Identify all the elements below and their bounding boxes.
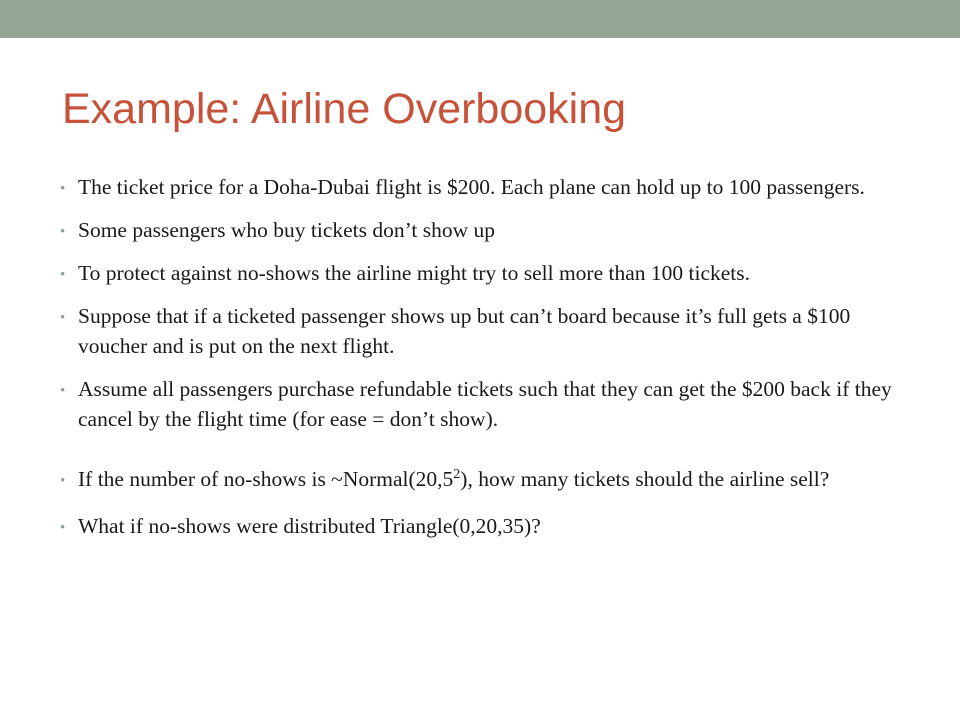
bullet-dot-icon: •: [60, 383, 66, 399]
bullet-dot-icon: •: [60, 267, 66, 283]
top-accent-bar: [0, 0, 960, 38]
bullet-text-before: If the number of no-shows is ~Normal(20,5: [78, 467, 454, 491]
bullet-text: Some passengers who buy tickets don’t show up: [78, 218, 496, 242]
bullet-item-triangle-question: [60, 511, 920, 541]
bullet-text: Assume all passengers purchase refundable tickets such that they can get the $200 back if they cancel by the flight time (for ease = don’t show).: [78, 377, 892, 431]
bullet-item-voucher: [60, 301, 920, 361]
bullet-list: [60, 172, 920, 554]
bullet-text: The ticket price for a Doha-Dubai flight is $200. Each plane can hold up to 100 passengers.: [78, 175, 865, 199]
bullet-dot-icon: •: [60, 473, 66, 489]
superscript: 2: [453, 467, 461, 482]
bullet-text-after: ), how many tickets should the airline sell?: [460, 467, 830, 491]
bullet-text: [78, 467, 829, 491]
bullet-dot-icon: •: [60, 310, 66, 326]
bullet-dot-icon: •: [60, 520, 66, 536]
slide-title: Example: Airline Overbooking: [62, 85, 627, 133]
bullet-item-oversell: [60, 258, 920, 288]
bullet-dot-icon: •: [60, 181, 66, 197]
bullet-dot-icon: •: [60, 224, 66, 240]
bullet-item-normal-question: [60, 464, 920, 498]
bullet-item-ticket-price: [60, 172, 920, 202]
bullet-item-refundable: [60, 374, 920, 434]
bullet-item-no-shows: [60, 215, 920, 245]
bullet-text: To protect against no-shows the airline might try to sell more than 100 tickets.: [78, 261, 751, 285]
bullet-text: Suppose that if a ticketed passenger shows up but can’t board because it’s full gets a $100 voucher and is put on the next flight.: [78, 304, 851, 358]
bullet-text: What if no-shows were distributed Triangle(0,20,35)?: [78, 514, 541, 538]
